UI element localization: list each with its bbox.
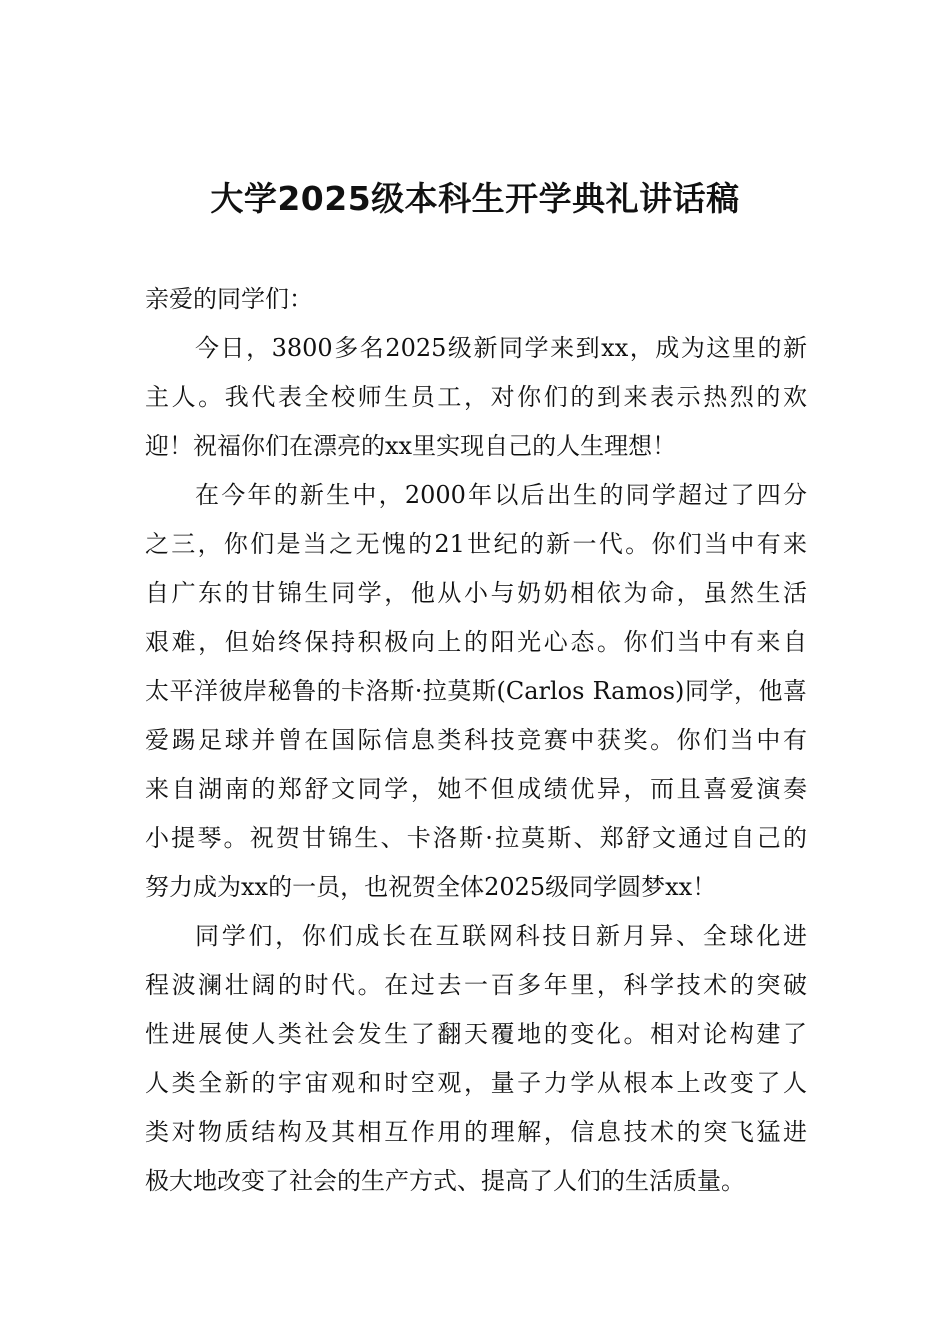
paragraph-line: 主人。我代表全校师生员工，对你们的到来表示热烈的欢 bbox=[145, 383, 807, 411]
paragraph-line: 之三，你们是当之无愧的21世纪的新一代。你们当中有来 bbox=[145, 530, 807, 558]
paragraph-line: 在今年的新生中，2000年以后出生的同学超过了四分 bbox=[195, 481, 807, 509]
paragraph-line: 爱踢足球并曾在国际信息类科技竞赛中获奖。你们当中有 bbox=[145, 726, 807, 754]
paragraph-line: 小提琴。祝贺甘锦生、卡洛斯·拉莫斯、郑舒文通过自己的 bbox=[145, 824, 807, 852]
paragraph-new-students bbox=[145, 471, 807, 912]
paragraph-line: 自广东的甘锦生同学，他从小与奶奶相依为命，虽然生活 bbox=[145, 579, 807, 607]
paragraph-line: 艰难，但始终保持积极向上的阳光心态。你们当中有来自 bbox=[145, 628, 807, 656]
paragraph-line: 极大地改变了社会的生产方式、提高了人们的生活质量。 bbox=[145, 1167, 745, 1195]
paragraph-line: 人类全新的宇宙观和时空观，量子力学从根本上改变了人 bbox=[145, 1069, 807, 1097]
paragraph-line: 来自湖南的郑舒文同学，她不但成绩优异，而且喜爱演奏 bbox=[145, 775, 807, 803]
salutation: 亲爱的同学们： bbox=[145, 285, 313, 313]
paragraph-line: 今日，3800多名2025级新同学来到xx，成为这里的新 bbox=[195, 334, 807, 362]
document-title: 大学2025级本科生开学典礼讲话稿 bbox=[210, 179, 740, 218]
document-body bbox=[145, 275, 807, 1206]
paragraph-era bbox=[145, 912, 807, 1206]
paragraph-line: 同学们，你们成长在互联网科技日新月异、全球化进 bbox=[195, 922, 807, 950]
paragraph-line: 迎！祝福你们在漂亮的xx里实现自己的人生理想！ bbox=[145, 432, 677, 460]
paragraph-line: 类对物质结构及其相互作用的理解，信息技术的突飞猛进 bbox=[145, 1118, 807, 1146]
paragraph-line: 程波澜壮阔的时代。在过去一百多年里，科学技术的突破 bbox=[145, 971, 807, 999]
paragraph-line: 性进展使人类社会发生了翻天覆地的变化。相对论构建了 bbox=[145, 1020, 807, 1048]
paragraph-welcome bbox=[145, 324, 807, 471]
paragraph-line: 太平洋彼岸秘鲁的卡洛斯·拉莫斯(Carlos Ramos)同学，他喜 bbox=[145, 677, 807, 705]
paragraph-line: 努力成为xx的一员，也祝贺全体2025级同学圆梦xx！ bbox=[145, 873, 717, 901]
